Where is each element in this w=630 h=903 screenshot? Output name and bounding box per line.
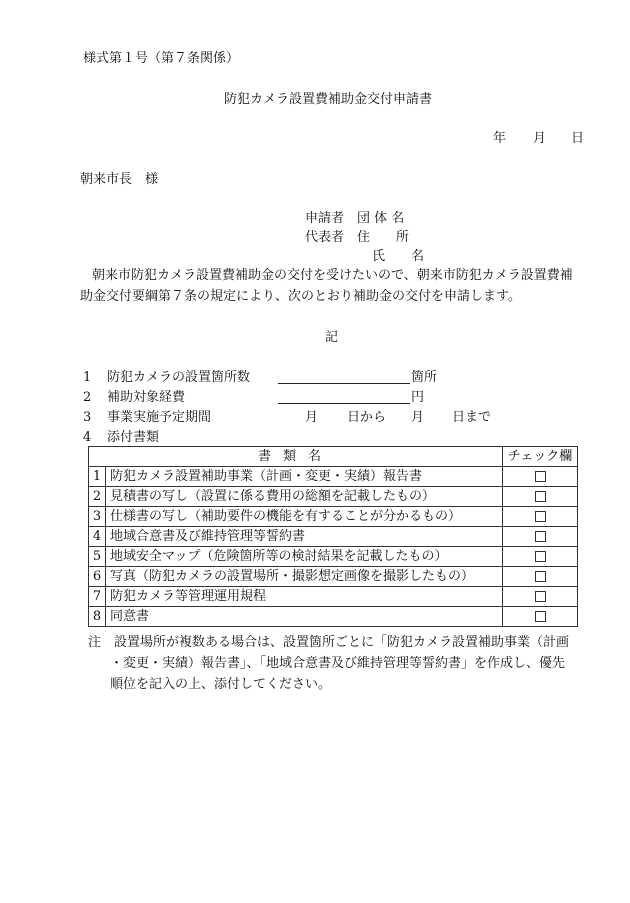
date-month: 月 (533, 131, 547, 146)
row-number: 5 (89, 547, 106, 567)
item-2-unit: 円 (411, 390, 425, 405)
document-name: 地域合意書及び維持管理等誓約書 (106, 527, 503, 547)
addressee: 朝来市長 様 (80, 172, 159, 187)
document-name: 見積書の写し（設置に係る費用の総額を記載したもの） (106, 487, 503, 507)
checkbox[interactable] (535, 591, 546, 602)
body-text-line-1: 朝来市防犯カメラ設置費補助金の交付を受けたいので、朝来市防犯カメラ設置費補 (92, 268, 573, 283)
item-2-label: 補助対象経費 (107, 390, 186, 405)
item-4-label: 添付書類 (107, 430, 160, 445)
row-number: 4 (89, 527, 106, 547)
applicant-label: 申請者 (305, 211, 345, 226)
document-name: 仕様書の写し（補助要件の機能を有することが分かるもの） (106, 507, 503, 527)
group-name-label: 団 体 名 (357, 211, 405, 226)
checkbox[interactable] (535, 571, 546, 582)
document-name: 防犯カメラ設置補助事業（計画・変更・実績）報告書 (106, 467, 503, 487)
row-number: 3 (89, 507, 106, 527)
row-number: 1 (89, 467, 106, 487)
item-3-number: 3 (83, 410, 92, 425)
footnote-text-1: 設置場所が複数ある場合は、設置箇所ごとに「防犯カメラ設置補助事業（計画 (114, 635, 570, 650)
item-2-number: 2 (83, 390, 92, 405)
item-1-label: 防犯カメラの設置箇所数 (107, 370, 251, 385)
item-1-number: 1 (83, 370, 92, 385)
name-label: 氏 名 (372, 249, 425, 264)
checkbox[interactable] (535, 471, 546, 482)
document-title: 防犯カメラ設置費補助金交付申請書 (224, 92, 433, 107)
footnote-line-3 (88, 674, 583, 695)
table-row (89, 587, 578, 607)
table-row (89, 547, 578, 567)
representative-label: 代表者 (305, 230, 345, 245)
item-1-unit: 箇所 (411, 370, 438, 385)
check-cell (503, 487, 578, 507)
check-cell (503, 527, 578, 547)
table-row (89, 507, 578, 527)
footnote-text-2: ・変更・実績）報告書」、「地域合意書及び維持管理等誓約書」を作成し、優先 (110, 656, 566, 671)
date-day: 日 (571, 131, 585, 146)
header-document-name: 書類名 (89, 447, 503, 467)
checkbox[interactable] (535, 491, 546, 502)
check-cell (503, 547, 578, 567)
table-row (89, 567, 578, 587)
row-number: 8 (89, 607, 106, 627)
item-2-blank-line[interactable] (278, 390, 410, 404)
check-cell (503, 507, 578, 527)
item-3-label: 事業実施予定期間 (107, 410, 212, 425)
item-4-number: 4 (83, 430, 92, 445)
footnote-line-2 (88, 653, 583, 674)
item-3-start-month: 月 (305, 410, 319, 425)
form-number: 様式第１号（第７条関係） (83, 51, 240, 66)
item-3-from: 日から (347, 410, 387, 425)
footnote (88, 632, 583, 695)
body-text-line-2: 助金交付要綱第７条の規定により、次のとおり補助金の交付を申請します。 (80, 289, 521, 304)
document-name: 地域安全マップ（危険箇所等の検討結果を記載したもの） (106, 547, 503, 567)
check-cell (503, 567, 578, 587)
check-cell (503, 467, 578, 487)
check-cell (503, 607, 578, 627)
date-year: 年 (493, 131, 507, 146)
footnote-line-1 (88, 632, 583, 653)
footnote-label: 注 (88, 635, 102, 650)
item-3-end-month: 月 (411, 410, 425, 425)
checkbox[interactable] (535, 551, 546, 562)
attached-documents-table (88, 446, 578, 627)
ki-heading: 記 (325, 330, 339, 345)
table-row (89, 607, 578, 627)
checkbox[interactable] (535, 511, 546, 522)
row-number: 2 (89, 487, 106, 507)
checkbox[interactable] (535, 611, 546, 622)
document-name: 写真（防犯カメラの設置場所・撮影想定画像を撮影したもの） (106, 567, 503, 587)
table-header-row (89, 447, 578, 467)
item-3-until: 日まで (452, 410, 492, 425)
address-label: 住 所 (357, 230, 410, 245)
item-1-blank-line[interactable] (278, 370, 410, 384)
checkbox[interactable] (535, 531, 546, 542)
footnote-text-3: 順位を記入の上、添付してください。 (110, 677, 332, 692)
table-row (89, 467, 578, 487)
table-row (89, 527, 578, 547)
header-check-column: チェック欄 (503, 447, 578, 467)
row-number: 7 (89, 587, 106, 607)
row-number: 6 (89, 567, 106, 587)
document-name: 同意書 (106, 607, 503, 627)
table-row (89, 487, 578, 507)
check-cell (503, 587, 578, 607)
document-name: 防犯カメラ等管理運用規程 (106, 587, 503, 607)
